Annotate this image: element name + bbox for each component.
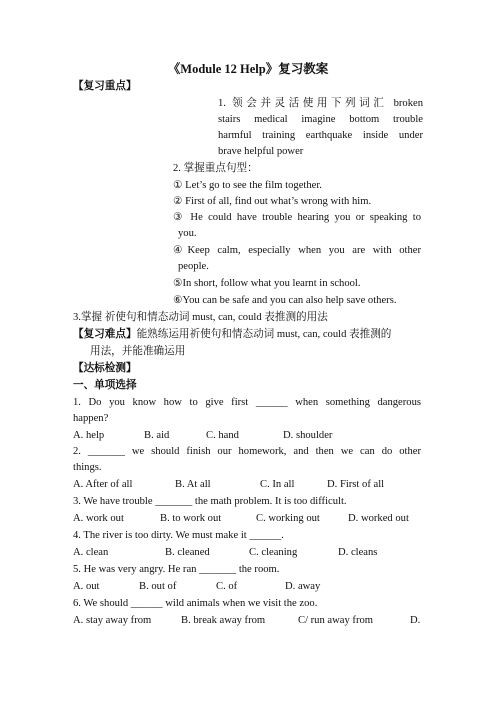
focus-heading: 【复习重点】 bbox=[73, 81, 137, 92]
sentence-4: ④Keep calm, especially when you are with other bbox=[173, 245, 421, 256]
sentence-6: ⑥You can be safe and you can also help save others. bbox=[173, 295, 397, 306]
q3-option-c: C. working out bbox=[256, 513, 320, 524]
q5-option-d: D. away bbox=[285, 581, 321, 592]
q4-option-a: A. clean bbox=[73, 547, 109, 558]
vocab-line-1: 1. 领会并灵活使用下列词汇 broken bbox=[218, 98, 423, 109]
difficulty-heading: 【复习难点】 bbox=[73, 329, 137, 340]
q6-option-d: D. bbox=[410, 615, 421, 626]
difficulty-text: 能熟练运用祈使句和情态动词 must, can, could 表推测的 bbox=[136, 329, 392, 340]
difficulty-line bbox=[73, 328, 423, 342]
q5-option-c: C. of bbox=[216, 581, 238, 592]
question-5: 5. He was very angry. He ran _______ the room. bbox=[73, 564, 280, 575]
q3-option-a: A. work out bbox=[73, 513, 124, 524]
q2-option-b: B. At all bbox=[175, 479, 211, 490]
q5-option-a: A. out bbox=[73, 581, 100, 592]
q1-option-c: C. hand bbox=[206, 430, 239, 441]
sentences-heading: 2. 掌握重点句型： bbox=[173, 163, 258, 174]
q2-option-d: D. First of all bbox=[327, 479, 385, 490]
question-2-cont: things. bbox=[73, 462, 102, 473]
q4-option-c: C. cleaning bbox=[249, 547, 298, 558]
question-1-cont: happen? bbox=[73, 413, 109, 424]
vocab-line-3: harmful training earthquake inside under bbox=[218, 130, 423, 141]
q2-option-c: C. In all bbox=[260, 479, 295, 490]
q4-option-b: B. cleaned bbox=[165, 547, 210, 558]
q1-option-d: D. shoulder bbox=[283, 430, 333, 441]
q1-option-b: B. aid bbox=[144, 430, 170, 441]
vocab-line-2: stairs medical imagine bottom trouble bbox=[218, 114, 423, 125]
vocab-line-4: brave helpful power bbox=[218, 146, 304, 157]
section-heading: 一、单项选择 bbox=[73, 380, 137, 391]
sentence-2: ② First of all, find out what’s wrong with him. bbox=[173, 196, 372, 207]
question-2: 2. _______ we should finish our homework, and then we can do other bbox=[73, 446, 421, 457]
sentence-5: ⑤In short, follow what you learnt in school. bbox=[173, 278, 361, 289]
q4-option-d: D. cleans bbox=[338, 547, 378, 558]
question-3: 3. We have trouble _______ the math problem. It is too difficult. bbox=[73, 496, 347, 507]
q1-option-a: A. help bbox=[73, 430, 105, 441]
q6-option-a: A. stay away from bbox=[73, 615, 152, 626]
item-3: 3.掌握 祈使句和情态动词 must, can, could 表推测的用法 bbox=[73, 312, 328, 323]
test-heading: 【达标检测】 bbox=[73, 363, 137, 374]
question-4: 4. The river is too dirty. We must make it ______. bbox=[73, 530, 284, 541]
question-1: 1. Do you know how to give first ______ when something dangerous bbox=[73, 397, 421, 408]
document-title: 《Module 12 Help》复习教案 bbox=[167, 62, 329, 76]
q5-option-b: B. out of bbox=[139, 581, 177, 592]
question-6: 6. We should ______ wild animals when we visit the zoo. bbox=[73, 598, 318, 609]
sentence-3: ③ He could have trouble hearing you or speaking to bbox=[173, 212, 421, 223]
q6-option-b: B. break away from bbox=[181, 615, 266, 626]
q6-option-c: C/ run away from bbox=[298, 615, 374, 626]
q3-option-b: B. to work out bbox=[160, 513, 222, 524]
sentence-1: ① Let’s go to see the film together. bbox=[173, 180, 322, 191]
q2-option-a: A. After of all bbox=[73, 479, 133, 490]
q3-option-d: D. worked out bbox=[348, 513, 409, 524]
sentence-4-cont: people. bbox=[178, 261, 209, 272]
difficulty-text-cont: 用法，并能准确运用 bbox=[90, 346, 186, 357]
sentence-3-cont: you. bbox=[178, 228, 197, 239]
